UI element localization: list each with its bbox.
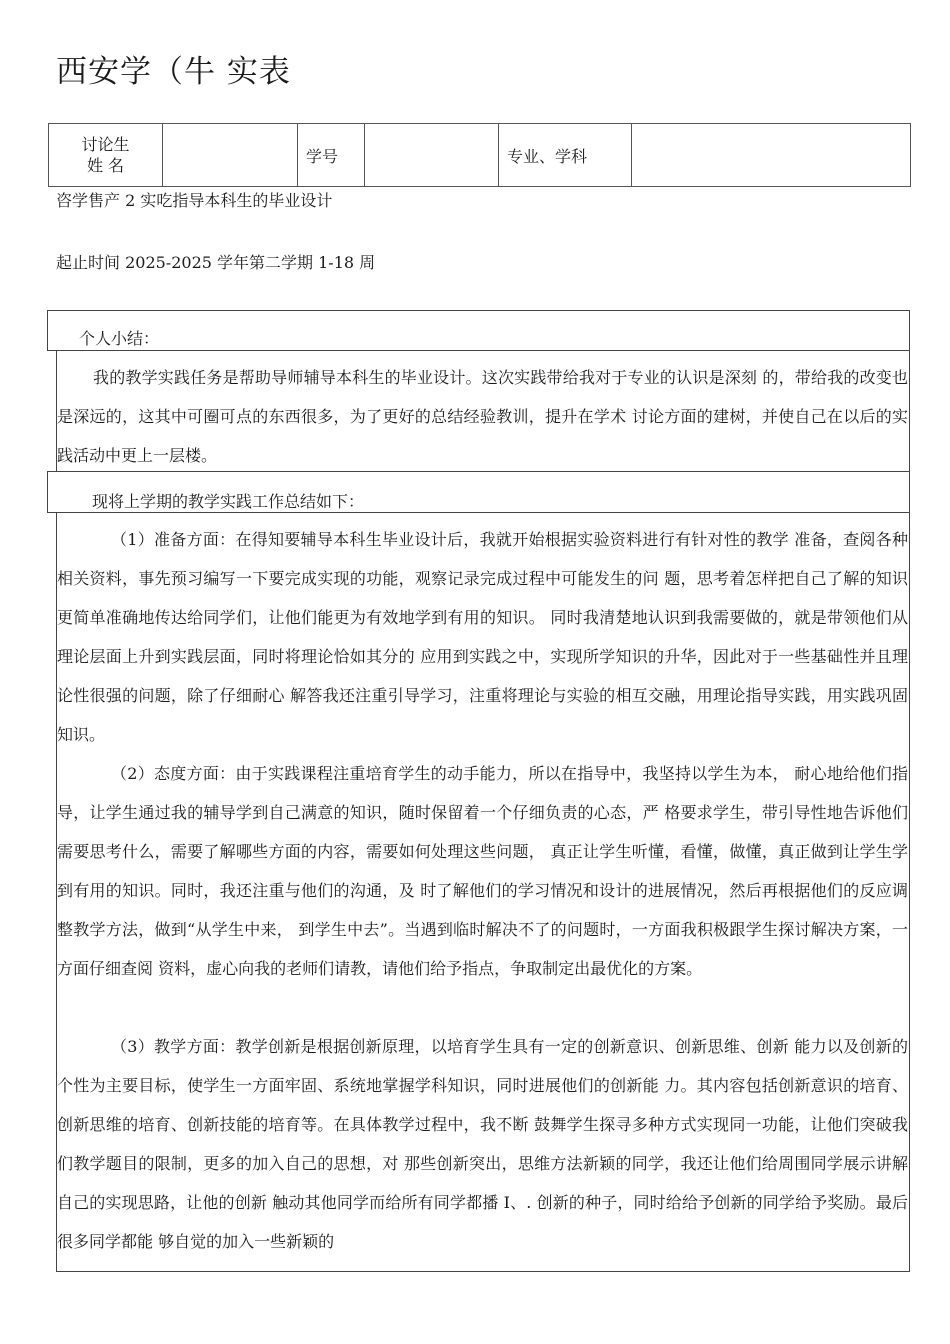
student-id-label: 学号 bbox=[306, 146, 339, 166]
preparation-paragraph: （1）准备方面：在得知要辅导本科生毕业设计后，我就开始根据实验资料进行有针对性的教学 准备，查阅各种相关资料，事先预习编写一下要完成实现的功能，观察记录完成过程中可能发生的问 题，思考着怎样把自己了解的知识更简单准确地传达给同学们，让他们能更为有效地学到有用的知识。 同时我清楚地认识到我需要做的，就是带领他们从理论层面上升到实践层面，同时将理论恰如其分的 应用到实践之中，实现所学知识的升华，因此对于一些基础性并且理论性很强的问题，除了仔细耐心 解答我还注重引导学习，注重将理论与实验的相互交融，用理论指导实践，用实践巩固知识。 bbox=[57, 530, 908, 744]
student-info-table bbox=[48, 123, 911, 187]
info-row bbox=[49, 124, 911, 187]
name-label-cell bbox=[49, 124, 163, 187]
attitude-paragraph: （2）态度方面：由于实践课程注重培育学生的动手能力，所以在指导中，我坚持以学生为本， 耐心地给他们指导，让学生通过我的辅导学到自己满意的知识，随时保留着一个仔细负责的心态，严 格要求学生，带引导性地告诉他们需要思考什么，需要了解哪些方面的内容，需要如何处理这些问题， 真正让学生听懂，看懂，做懂，真正做到让学生学到有用的知识。同时，我还注重与他们的沟通，及 时了解他们的学习情况和设计的进展情况，然后再根据他们的反应调整教学方法，做到“从学生中来， 到学生中去”。当遇到临时解决不了的问题时，一方面我积极跟学生探讨解决方案，一方面仔细查阅 资料，虚心向我的老师们请教，请他们给予指点，争取制定出最优化的方案。 bbox=[57, 764, 908, 978]
summary-body bbox=[56, 512, 910, 1272]
teaching-paragraph: （3）教学方面：教学创新是根据创新原理，以培育学生具有一定的创新意识、创新思维、创新 能力以及创新的个性为主要目标，使学生一方面牢固、系统地掌握学科知识，同时进展他们的创新能 力。其内容包括创新意识的培育、创新思维的培育、创新技能的培育等。在具体教学过程中，我不断 鼓舞学生探寻多种方式实现同一功能，让他们突破我们教学题目的限制，更多的加入自己的思想，对 那些创新突出，思维方法新颖的同学，我还让他们给周围同学展示讲解自己的实现思路，让他的创新 触动其他同学而给所有同学都播 I、. 创新的种子，同时给给予创新的同学给予奖励。最后很多同学都能 够自觉的加入一些新颖的 bbox=[57, 1037, 908, 1251]
major-value-cell bbox=[632, 124, 911, 187]
student-id-label-cell bbox=[298, 124, 365, 187]
name-label: 讨论生 姓 名 bbox=[81, 135, 130, 175]
major-label-cell bbox=[499, 124, 632, 187]
document-title: 西安学（牛 实表 bbox=[56, 54, 291, 90]
period-line: 起止时间 2025-2025 学年第二学期 1-18 周 bbox=[56, 253, 376, 272]
practice-content-line: 咨学售产 2 实吃指导本科生的毕业设计 bbox=[56, 191, 333, 210]
major-label: 专业、学科 bbox=[507, 146, 588, 166]
name-value-cell bbox=[163, 124, 298, 187]
student-id-value-cell bbox=[365, 124, 499, 187]
summary-label-box bbox=[47, 310, 910, 351]
summary-lead-paragraph: 现将上学期的教学实践工作总结如下： bbox=[92, 492, 365, 511]
summary-intro-paragraph: 我的教学实践任务是帮助导师辅导本科生的毕业设计。这次实践带给我对于专业的认识是深刻 的，带给我的改变也是深远的，这其中可圈可点的东西很多，为了更好的总结经验教训，提升在学术 讨论方面的建树，并使自己在以后的实践活动中更上一层楼。 bbox=[57, 368, 908, 465]
summary-label: 个人小结： bbox=[79, 329, 160, 348]
